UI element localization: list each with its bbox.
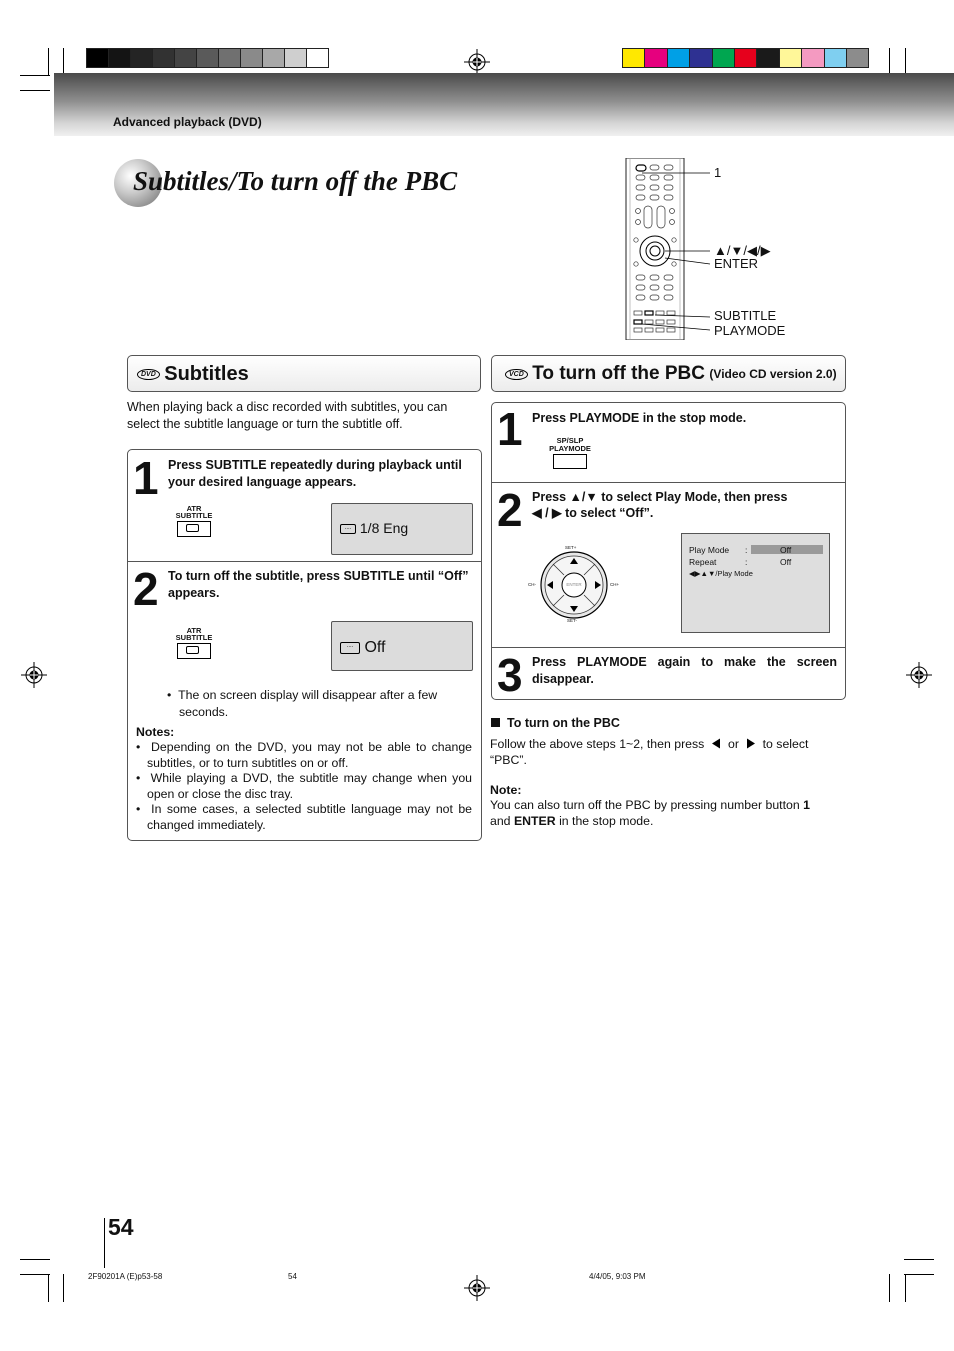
menu-row-label: Play Mode (689, 545, 730, 555)
osd-subtitle-value: Off (364, 639, 386, 656)
subtitle-label: SUBTITLE (175, 511, 213, 520)
color-swatch (824, 48, 847, 68)
footer-page-ref: 54 (288, 1272, 297, 1281)
color-swatch (306, 48, 329, 68)
crop-mark (904, 1259, 934, 1260)
color-swatch (218, 48, 241, 68)
dial-label-center: ENTER (566, 582, 582, 587)
sp-slp-label: SP/SLP (556, 436, 584, 445)
subtitles-section-header (127, 355, 481, 392)
subtitles-intro: When playing back a disc recorded with subtitles, you can select the subtitle language or turn the subtitle off. (127, 400, 448, 431)
crop-mark (20, 1259, 50, 1260)
subtitles-title: Subtitles (164, 363, 249, 385)
crop-mark (889, 48, 890, 76)
crop-mark (63, 1274, 64, 1302)
osd-subtitle-display (331, 621, 473, 671)
page-number-rule (104, 1218, 105, 1268)
color-swatch (622, 48, 645, 68)
color-swatch (801, 48, 824, 68)
crop-mark (905, 48, 906, 76)
note-item: • Depending on the DVD, you may not be able to change subtitles, or to turn subtitles on or off. (136, 740, 473, 770)
pbc-section-header (491, 355, 846, 392)
atr-label: ATR (186, 504, 202, 513)
color-swatch (779, 48, 802, 68)
playmode-button-icon (553, 454, 587, 469)
page-title: Subtitles/To turn off the PBC (133, 166, 458, 196)
crop-mark (48, 48, 49, 76)
step-number: 1 (133, 452, 159, 504)
page-number: 54 (108, 1214, 134, 1240)
divider (491, 647, 846, 648)
color-swatch (262, 48, 285, 68)
remote-callout-lines (630, 160, 715, 335)
remote-label-playmode: PLAYMODE (714, 323, 786, 338)
registration-target-icon (464, 49, 490, 75)
subtitle-glyph-icon (186, 524, 199, 532)
subtitles-step1-text: Press SUBTITLE repeatedly during playback until your desired language appears. (168, 458, 462, 489)
subtitle-button-icon (177, 521, 211, 537)
pbc-on-text-c: “PBC”. (490, 753, 527, 767)
crop-mark (63, 48, 64, 76)
atr-label: ATR (186, 626, 202, 635)
menu-row-label: Repeat (689, 557, 717, 567)
crop-mark (905, 1274, 906, 1302)
crop-mark (904, 1274, 934, 1275)
registration-target-icon (21, 662, 47, 688)
color-swatch (108, 48, 131, 68)
step-number: 2 (133, 563, 159, 615)
color-swatch (689, 48, 712, 68)
footer-timestamp: 4/4/05, 9:03 PM (589, 1272, 646, 1281)
square-bullet-icon (491, 718, 500, 727)
footer-doc-code: 2F90201A (E)p53-58 (88, 1272, 163, 1281)
crop-mark (48, 1274, 49, 1302)
pbc-on-title: To turn on the PBC (507, 716, 620, 730)
color-swatch (152, 48, 175, 68)
note-item: • In some cases, a selected subtitle language may not be changed immediately. (136, 802, 473, 832)
notes-list (136, 740, 472, 833)
pbc-note-text: You can also turn off the PBC by pressing number button 1 and ENTER in the stop mode. (490, 798, 810, 828)
color-swatch (846, 48, 869, 68)
remote-label-arrows: ▲/▼/◀/▶ (714, 243, 771, 258)
step-number: 2 (497, 484, 523, 536)
dial-label-left: CH- (528, 582, 536, 587)
color-swatch (644, 48, 667, 68)
subtitles-step2-text: To turn off the subtitle, press SUBTITLE until “Off” appears. (168, 569, 469, 600)
color-swatch (667, 48, 690, 68)
divider (491, 482, 846, 483)
left-arrow-icon (711, 738, 721, 749)
dial-label-bottom: SET- (567, 618, 578, 623)
pbc-step3-text: Press PLAYMODE again to make the screen disappear. (532, 655, 837, 686)
menu-separator: : (745, 545, 748, 555)
subtitles-bullet: • The on screen display will disappear after a few seconds. (167, 688, 438, 719)
dial-label-top: SET+ (565, 545, 577, 550)
remote-label-enter: ENTER (714, 256, 759, 271)
pbc-step2-text-a: Press ▲/▼ to select Play Mode, then press (532, 490, 788, 504)
subtitle-glyph-icon: .... (340, 642, 360, 654)
dial-label-right: CH+ (610, 582, 620, 587)
color-swatch (196, 48, 219, 68)
pbc-note-title: Note: (490, 783, 522, 797)
color-swatch (284, 48, 307, 68)
menu-row-value: Off (780, 545, 792, 555)
menu-row-value: Off (780, 557, 792, 567)
divider (127, 561, 482, 562)
section-label: Advanced playback (DVD) (113, 115, 262, 129)
color-swatch (734, 48, 757, 68)
menu-hint: ◀▶▲▼/Play Mode (689, 569, 753, 578)
pbc-title: To turn off the PBC (532, 363, 705, 384)
playmode-label: PLAYMODE (549, 444, 591, 453)
color-swatch (712, 48, 735, 68)
pbc-on-text: Follow the above steps 1~2, then press or to select (490, 737, 809, 751)
notes-title: Notes: (136, 725, 175, 739)
crop-mark (889, 1274, 890, 1302)
step-number: 3 (497, 649, 523, 701)
color-swatch (240, 48, 263, 68)
dvd-badge-icon: DVD (137, 369, 160, 380)
note-item: • While playing a DVD, the subtitle may change when you open or close the disc tray. (136, 771, 472, 801)
osd-subtitle-value: 1/8 Eng (359, 520, 409, 536)
menu-separator: : (745, 557, 748, 567)
subtitle-button-icon (177, 643, 211, 659)
color-swatch (86, 48, 109, 68)
pbc-subtitle: (Video CD version 2.0) (709, 367, 837, 381)
color-swatch (130, 48, 153, 68)
vcd-badge-icon: VCD (505, 369, 528, 380)
remote-label-1: 1 (714, 165, 722, 180)
registration-target-icon (906, 662, 932, 688)
crop-mark (20, 1274, 50, 1275)
play-mode-menu (681, 533, 830, 633)
step-number: 1 (497, 403, 523, 455)
crop-mark (20, 90, 50, 91)
crop-mark (20, 75, 50, 76)
color-swatch (756, 48, 779, 68)
color-swatch (174, 48, 197, 68)
pbc-step2-text-b: ◀ / ▶ to select “Off”. (532, 506, 654, 520)
right-arrow-icon (746, 738, 756, 749)
subtitle-glyph-icon: .... (340, 524, 356, 534)
subtitle-label: SUBTITLE (175, 633, 213, 642)
registration-target-icon (464, 1275, 490, 1301)
remote-label-subtitle: SUBTITLE (714, 308, 777, 323)
pbc-step1-text: Press PLAYMODE in the stop mode. (532, 411, 747, 425)
osd-subtitle-display (331, 503, 473, 555)
subtitle-glyph-icon (186, 646, 199, 654)
